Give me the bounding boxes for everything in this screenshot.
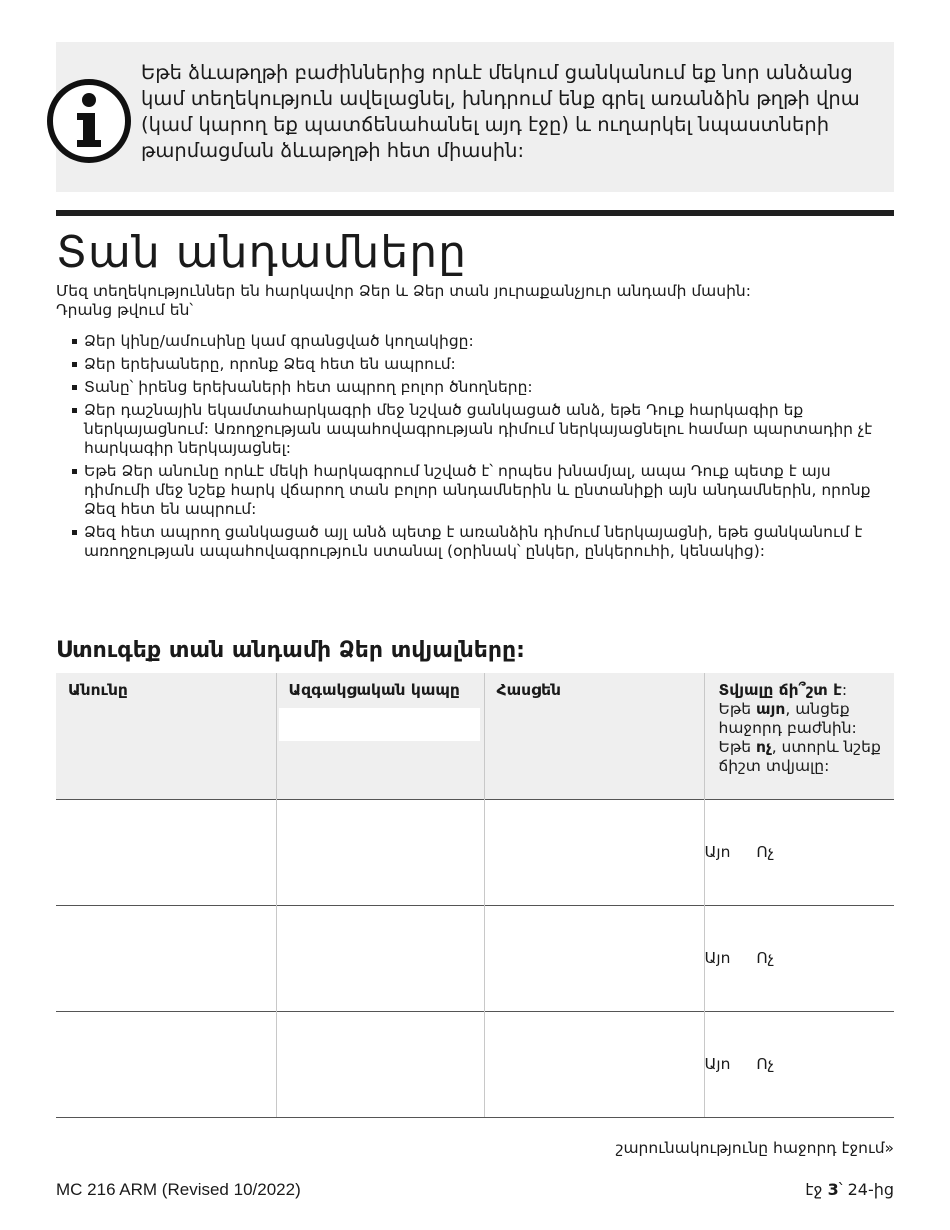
header-relationship [276,673,484,799]
bullet-item: Եթե Ձեր անունը որևէ մեկի հարկագրում նշված է՝ որպես խնամյալ, ապա Դուք պետք է այս դիմումի մեջ նշեք հարկ վճարող տան բոլոր անդամներին և ընտանիքի այն անդամներին, որոնք Ձեզ հետ են ապրում: [72,462,894,519]
table-row [56,799,894,905]
bullet-item: Ձեզ հետ ապրող ցանկացած այլ անձ պետք է առանձին դիմում ներկայացնի, եթե ցանկանում է առողջության ապահովագրություն ստանալ (օրինակ՝ ընկեր, ընկերուհի, կենակից): [72,523,894,561]
relationship-cell[interactable] [276,799,484,905]
page-prefix: էջ [805,1180,828,1199]
continued-note: շարունակությունը հաջորդ էջում» [615,1139,894,1157]
info-icon [44,76,134,166]
table-header-row [56,673,894,799]
form-id: MC 216 ARM (Revised 10/2022) [56,1180,301,1199]
yes-option[interactable]: Այո [704,949,731,967]
section-heading: Ստուգեք տան անդամի Ձեր տվյալները: [56,638,525,663]
section-rule [56,210,894,216]
address-cell[interactable] [484,799,704,905]
household-bullet-list [72,332,894,565]
name-cell[interactable] [56,799,276,905]
table-row [56,905,894,1011]
intro [56,282,896,320]
address-cell[interactable] [484,1011,704,1117]
household-member-table [56,673,894,1118]
bullet-item: Ձեր երեխաները, որոնք Ձեզ հետ են ապրում: [72,355,894,374]
table-row [56,1011,894,1117]
bullet-item: Ձեր կինը/ամուսինը կամ գրանցված կողակիցը: [72,332,894,351]
relationship-input[interactable] [279,708,480,741]
address-cell[interactable] [484,905,704,1011]
header-correct-question: Տվյալը ճի՞շտ է [718,681,842,699]
page-number [805,1180,894,1199]
header-address: Հասցեն [484,673,704,799]
correct-cell [704,799,894,905]
relationship-cell[interactable] [276,905,484,1011]
page-title: Տան անդամները [56,227,467,278]
bullet-item: Ձեր դաշնային եկամտահարկագրի մեջ նշված ցանկացած անձ, եթե Դուք հարկագիր եք ներկայացնում: Առողջության ապահովագրության դիմում ներկայացնելու համար պարտադիր չէ հարկագիր ներկայացնել: [72,401,894,458]
name-cell[interactable] [56,905,276,1011]
header-correct-text-3: , ստորև նշեք ճիշտ տվյալը: [718,738,881,775]
header-correct-text-2: , անցեք հաջորդ բաժնին: Եթե [718,700,857,756]
no-option[interactable]: Ոչ [756,949,775,967]
intro-line-2: Դրանց թվում են՝ [56,301,194,319]
correct-cell [704,905,894,1011]
header-correct-no: ոչ [756,738,772,756]
yes-option[interactable]: Այո [704,843,731,861]
header-name: Անունը [56,673,276,799]
intro-line-1: Մեզ տեղեկություններ են հարկավոր Ձեր և Ձեր տան յուրաքանչյուր անդամի մասին: [56,282,751,300]
page-current: 3 [827,1180,839,1199]
bullet-item: Տանը՝ իրենց երեխաների հետ ապրող բոլոր ծնողները: [72,378,894,397]
no-option[interactable]: Ոչ [756,843,775,861]
header-correct-text-1: : Եթե [718,681,848,718]
no-option[interactable]: Ոչ [756,1055,775,1073]
relationship-cell[interactable] [276,1011,484,1117]
header-correct [704,673,894,799]
header-correct-yes: այո [756,700,786,718]
correct-cell [704,1011,894,1117]
page-suffix: ՝ 24-ից [838,1180,894,1199]
name-cell[interactable] [56,1011,276,1117]
yes-option[interactable]: Այո [704,1055,731,1073]
header-relationship-label: Ազգակցական կապը [288,681,460,699]
notice-text: Եթե ձևաթղթի բաժիններից որևէ մեկում ցանկանում եք նոր անձանց կամ տեղեկություն ավելացնել, խնդրում ենք գրել առանձին թղթի վրա (կամ կարող եք պատճենահանել այդ էջը) և ուղարկել նպաստների թարմացման ձևաթղթի հետ միասին: [141,61,860,162]
